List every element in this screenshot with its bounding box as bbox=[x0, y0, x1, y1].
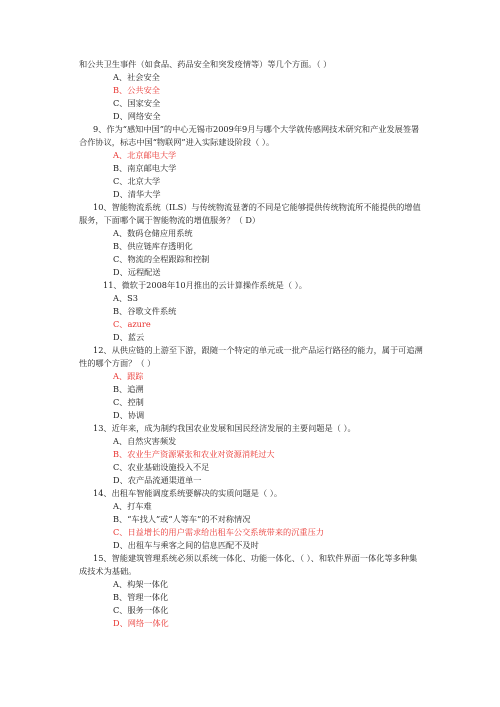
option-c: C、服务一体化 bbox=[113, 605, 169, 615]
option-b-answer: B、公共安全 bbox=[113, 85, 160, 95]
option-c: C、农业基础设施投入不足 bbox=[113, 462, 210, 472]
option-d: D、远程配送 bbox=[113, 267, 161, 277]
question-block bbox=[79, 123, 424, 201]
option-a-answer: A、跟踪 bbox=[113, 371, 144, 381]
question-stem: 15、智能建筑管理系统必须以系统一体化、功能一体化、（ ）、和软件界面一体化等多种集成技术为基础。 bbox=[79, 553, 418, 576]
option-a: A、自然灾害频发 bbox=[113, 436, 177, 446]
option-a: A、S3 bbox=[113, 293, 138, 303]
question-list bbox=[79, 58, 424, 630]
option-a-answer: A、北京邮电大学 bbox=[113, 150, 177, 160]
option-c-answer: C、日益增长的用户需求给出租车公交系统带来的沉重压力 bbox=[113, 527, 324, 537]
option-b: B、南京邮电大学 bbox=[113, 163, 177, 173]
option-d: D、农产品流通渠道单一 bbox=[113, 475, 202, 485]
option-b: B、追溯 bbox=[113, 384, 144, 394]
question-block bbox=[79, 487, 424, 552]
question-stem: 10、智能物流系统（ILS）与传统物流显著的不同是它能够提供传统物流所不能提供的增值服务，下面哪个属于智能物流的增值服务？（ D） bbox=[79, 202, 421, 225]
option-d-answer: D、网络一体化 bbox=[113, 618, 169, 628]
option-c: C、北京大学 bbox=[113, 176, 161, 186]
question-stem: 13、近年来，成为制约我国农业发展和国民经济发展的主要问题是（ ）。 bbox=[93, 423, 356, 433]
option-b: B、供应链库存透明化 bbox=[113, 241, 193, 251]
option-c: C、控制 bbox=[113, 397, 144, 407]
question-block bbox=[79, 422, 424, 487]
question-stem: 14、出租车智能调度系统要解决的实质问题是（ ）。 bbox=[93, 488, 283, 498]
option-b: B、管理一体化 bbox=[113, 592, 169, 602]
option-c: C、国家安全 bbox=[113, 98, 161, 108]
option-c: C、物流的全程跟踪和控制 bbox=[113, 254, 210, 264]
option-d: D、清华大学 bbox=[113, 189, 161, 199]
option-d: D、网络安全 bbox=[113, 111, 161, 121]
option-d: D、协调 bbox=[113, 410, 145, 420]
question-block bbox=[79, 279, 424, 344]
option-c-answer: C、azure bbox=[113, 319, 151, 329]
option-a: A、构架一体化 bbox=[113, 579, 169, 589]
question-block bbox=[79, 201, 424, 279]
question-block bbox=[79, 552, 424, 630]
question-stem: 12、从供应链的上游至下游，跟随一个特定的单元或一批产品运行路径的能力，属于可追溯性的哪个方面？（ ） bbox=[79, 345, 423, 368]
option-a: A、社会安全 bbox=[113, 72, 160, 82]
question-stem: 11、微软于2008年10月推出的云计算操作系统是（ ）。 bbox=[103, 280, 307, 290]
question-stem: 9、作为“感知中国”的中心无锡市2009年9月与哪个大学就传感网技术研究和产业发展签署合作协议，标志中国“物联网”进入实际建设阶段（ ）。 bbox=[79, 124, 420, 147]
option-b-answer: B、农业生产资源紧张和农业对资源消耗过大 bbox=[113, 449, 275, 459]
option-a: A、打车难 bbox=[113, 501, 152, 511]
question-block bbox=[79, 58, 424, 123]
question-stem: 和公共卫生事件（如食品、药品安全和突发疫情等）等几个方面。（ ） bbox=[79, 59, 332, 69]
question-block bbox=[79, 344, 424, 422]
option-d: D、出租车与乘客之间的信息匹配不及时 bbox=[113, 540, 259, 550]
option-a: A、数码仓储应用系统 bbox=[113, 228, 193, 238]
option-b: B、“车找人”或“人等车”的不对称情况 bbox=[113, 514, 251, 524]
option-d: D、蓝云 bbox=[113, 332, 145, 342]
option-b: B、谷歌文件系统 bbox=[113, 306, 177, 316]
